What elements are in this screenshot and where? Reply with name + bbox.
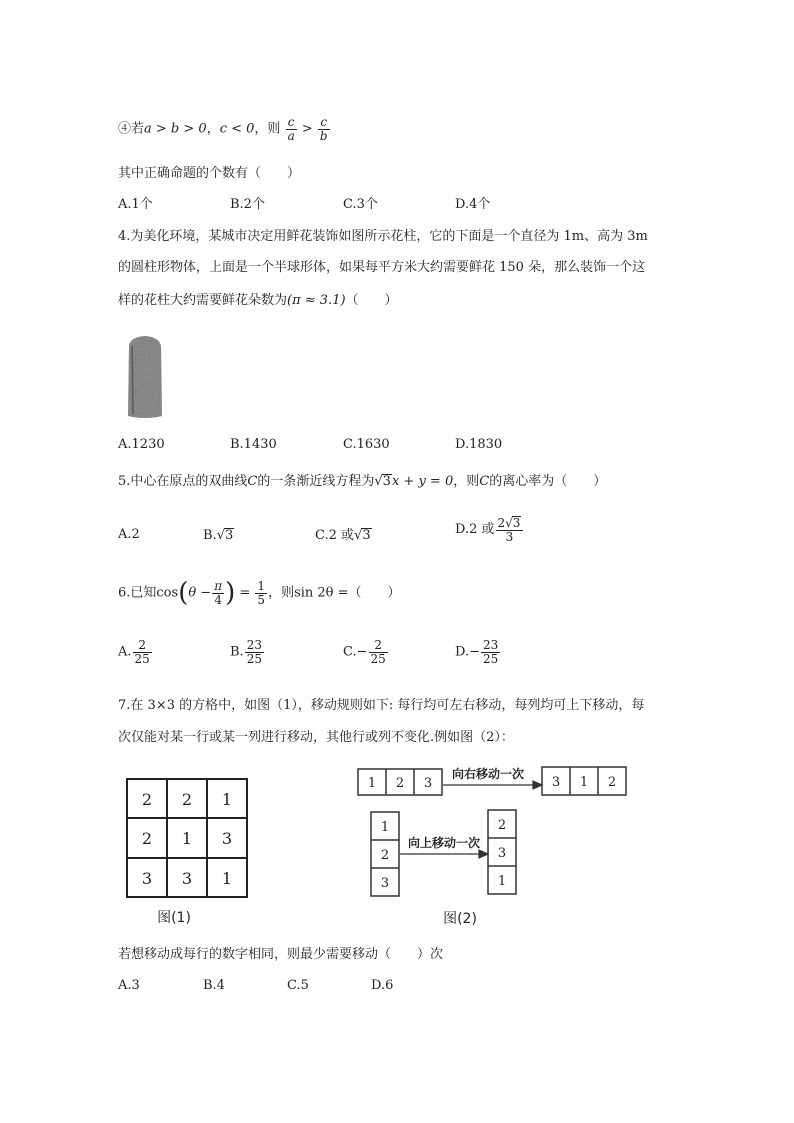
q4-line-3-text: 样的花柱大约需要鲜花朵数为 (118, 293, 288, 308)
row-cell: 1 (579, 775, 589, 790)
row-cell: 2 (607, 775, 617, 790)
answer-blank: （ ） (345, 293, 398, 308)
q4-option-b: B.1430 (230, 437, 277, 452)
q5-option-d: D.2 或 $\frac{2√3}{3}$ (455, 516, 524, 543)
q3-option-c: C.3个 (343, 197, 378, 212)
q3-stem: 其中正确命题的个数有（ ） (118, 166, 301, 181)
grid-cell: 3 (181, 869, 193, 888)
q3-option-b: B.2个 (230, 197, 265, 212)
proposition-marker: ④若 (118, 121, 145, 137)
column-cell: 1 (497, 874, 507, 889)
separator: ，则 (254, 121, 281, 137)
column-cell: 2 (497, 818, 507, 833)
fraction-c-over-b: $\frac{c}{b}$ (319, 115, 328, 143)
separator: ， (206, 121, 220, 137)
q4-option-d: D.1830 (455, 437, 503, 452)
fraction-pi-over-4: $\frac{\pi}{4}$ (214, 579, 223, 607)
q6-option-a: A. $\frac{2}{25}$ (118, 638, 150, 666)
column-cell: 2 (380, 848, 390, 863)
grid-cell: 2 (141, 829, 153, 848)
q6-option-b: B. $\frac{23}{25}$ (230, 638, 262, 666)
figure-2-caption: 图(2) (443, 911, 477, 927)
column-cell: 1 (380, 820, 390, 835)
q4-line-2: 的圆柱形物体，上面是一个半球形体，如果每平方米大约需要鲜花 150 朵，那么装饰一个这 (118, 260, 646, 275)
q6-option-c: C.− $\frac{2}{25}$ (343, 638, 386, 666)
q5-option-c: C.2 或√3 (315, 528, 371, 543)
q7-option-d: D.6 (371, 978, 394, 993)
q4-option-a: A.1230 (118, 437, 165, 452)
figure-1-caption: 图(1) (157, 910, 191, 926)
figure-2 (354, 760, 634, 932)
q7-option-c: C.5 (287, 978, 309, 993)
pi-approx: (π ≈ 3.1) (287, 293, 346, 308)
q3-option-a: A.1个 (118, 197, 153, 212)
column-cell: 3 (497, 846, 507, 861)
column-cell: 3 (380, 876, 390, 891)
row-cell: 1 (367, 776, 377, 791)
grid-cell: 3 (141, 869, 153, 888)
q5-stem: 5.中心在原点的双曲线C的一条渐近线方程为√3x + y = 0，则C的离心率为（ ） (118, 474, 607, 489)
move-up-label: 向上移动一次 (407, 836, 481, 850)
fraction-c-over-a: $\frac{c}{a}$ (287, 115, 295, 143)
grid-cell: 1 (181, 829, 193, 848)
q6-option-d: D.− $\frac{23}{25}$ (455, 638, 499, 666)
var-c: C (479, 474, 490, 489)
sqrt-sign: √ (374, 474, 383, 489)
flower-column-image (124, 334, 166, 420)
q6-stem: 6.已知cos(θ − $\frac{\pi}{4}$ ) = $\frac{1}{5}$ ，则sin 2θ =（ ） (118, 578, 401, 609)
row-cell: 3 (423, 776, 433, 791)
q4-option-c: C.1630 (343, 437, 390, 452)
q5-option-a: A.2 (118, 527, 140, 542)
figure-1 (124, 776, 254, 928)
condition-1: a > b > 0 (144, 121, 207, 137)
grid-cell: 2 (141, 790, 153, 809)
q7-stem: 若想移动成每行的数字相同，则最少需要移动（ ）次 (118, 947, 444, 962)
move-right-label: 向右移动一次 (451, 767, 525, 781)
q7-line-1: 7.在 3×3 的方格中，如图（1），移动规则如下: 每行均可左右移动，每列均可上下移动，每 (118, 698, 645, 713)
row-cell: 3 (551, 775, 561, 790)
q3-option-d: D.4个 (455, 197, 491, 212)
q7-option-a: A.3 (118, 978, 140, 993)
grid-cell: 1 (221, 790, 233, 809)
grid-cell: 1 (221, 869, 233, 888)
q4-line-1: 4.为美化环境，某城市决定用鲜花装饰如图所示花柱，它的下面是一个直径为 1m、高为 3m (118, 229, 648, 244)
q4-line-3 (118, 294, 398, 307)
greater-than: > (297, 121, 317, 137)
proposition-4 (118, 116, 331, 142)
var-c: C (247, 474, 258, 489)
grid-cell: 2 (181, 790, 193, 809)
grid-cell: 3 (221, 829, 233, 848)
q5-option-b: B.√3 (203, 528, 234, 543)
row-cell: 2 (395, 776, 405, 791)
condition-2: c < 0 (219, 121, 255, 137)
fraction-2root3-over-3: $\frac{2√3}{3}$ (496, 516, 524, 543)
q7-line-2: 次仅能对某一行或某一列进行移动，其他行或列不变化.例如图（2）： (118, 730, 514, 745)
fraction-1-over-5: $\frac{1}{5}$ (257, 579, 266, 607)
q7-option-b: B.4 (203, 978, 225, 993)
